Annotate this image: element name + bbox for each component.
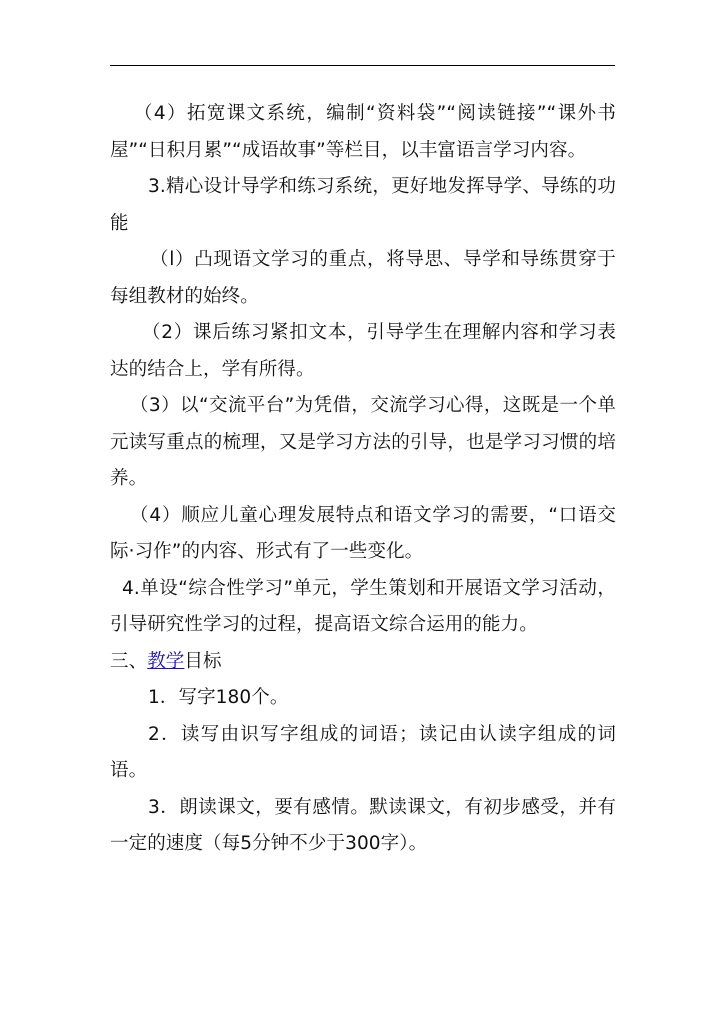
paragraph-comprehensive-learning: 4.单设“综合性学习”单元，学生策划和开展语文学习活动，引导研究性学习的过程，提高语文综合运用的能力。 (110, 577, 616, 635)
section-heading-suffix: 目标 (184, 650, 222, 672)
paragraph-oral-communication: （4）顺应儿童心理发展特点和语文学习的需要，“口语交际·习作”的内容、形式有了一些变化。 (110, 504, 616, 562)
paragraph-highlight-key-points: （l）凸现语文学习的重点，将导思、导学和导练贯穿于每组教材的始终。 (110, 249, 616, 307)
section-heading-teaching-goals (110, 644, 616, 681)
paragraph-design-guide-system: 3.精心设计导学和练习系统，更好地发挥导学、导练的功能 (110, 176, 616, 234)
paragraph-after-class-exercises: （2）课后练习紧扣文本，引导学生在理解内容和学习表达的结合上，学有所得。 (110, 322, 616, 380)
goal-item-2: 2．读写由识写字组成的词语；读记由认读字组成的词语。 (110, 723, 616, 781)
section-heading-prefix: 三、 (110, 650, 148, 672)
paragraph-widen-text-system: （4）拓宽课文系统，编制“资料袋”“阅读链接”“课外书屋”“日积月累”“成语故事”等栏目，以丰富语言学习内容。 (110, 103, 616, 161)
document-body (110, 96, 616, 863)
header-rule (110, 65, 615, 66)
teaching-link[interactable]: 教学 (147, 650, 185, 672)
goal-item-3: 3．朗读课文，要有感情。默读课文，有初步感受，并有一定的速度（每5分钟不少于300字）。 (110, 796, 616, 854)
paragraph-exchange-platform: （3）以“交流平台”为凭借，交流学习心得，这既是一个单元读写重点的梳理，又是学习方法的引导，也是学习习惯的培养。 (110, 395, 616, 489)
goal-item-1: 1．写字180个。 (148, 687, 289, 708)
